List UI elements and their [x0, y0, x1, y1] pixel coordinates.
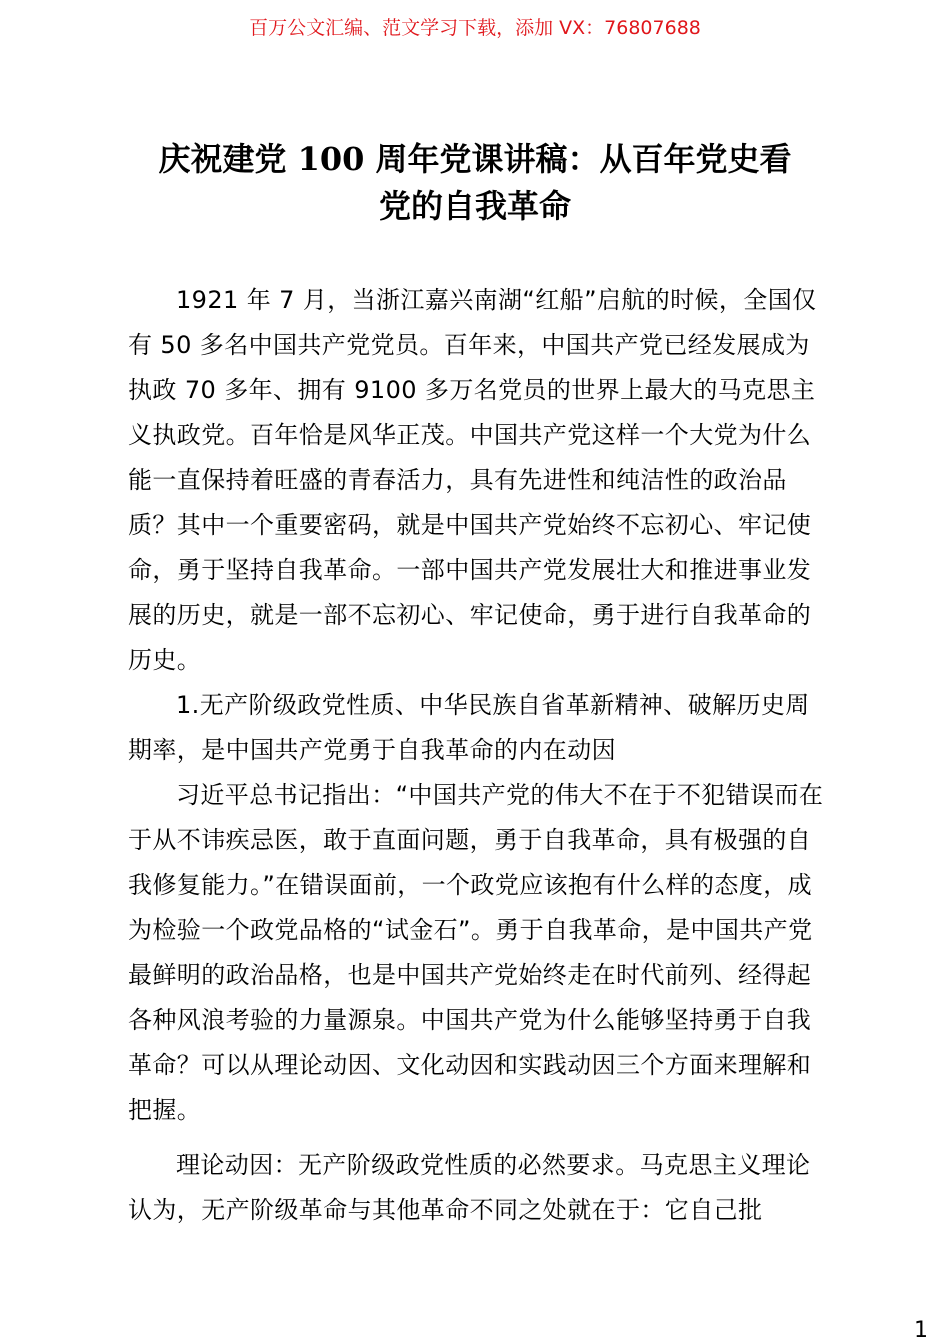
title-line-2: 党的自我革命: [378, 187, 571, 225]
document-body: [128, 278, 828, 1233]
document-title: [118, 136, 832, 230]
paragraph-theory: 理论动因：无产阶级政党性质的必然要求。马克思主义理论认为，无产阶级革命与其他革命不同之处就在于：它自己批: [128, 1151, 811, 1224]
paragraph-intro: 1921 年 7 月，当浙江嘉兴南湖“红船”启航的时候，全国仅有 50 多名中国共产党党员。百年来，中国共产党已经发展成为执政 70 多年、拥有 9100 多万名党员的世界上最大的马克思主义执政党。百年恰是风华正茂。中国共产党这样一个大党为什么能一直保持着旺盛的青春活力，具有先进性和纯洁性的政治品质？其中一个重要密码，就是中国共产党始终不忘初心、牢记使命，勇于坚持自我革命。一部中国共产党发展壮大和推进事业发展的历史，就是一部不忘初心、牢记使命，勇于进行自我革命的历史。: [128, 286, 817, 674]
section-heading-1: 1.无产阶级政党性质、中华民族自省革新精神、破解历史周期率，是中国共产党勇于自我革命的内在动因: [128, 691, 810, 764]
page-number: 1: [914, 1318, 928, 1343]
paragraph-quote: 习近平总书记指出：“中国共产党的伟大不在于不犯错误而在于从不讳疾忌医，敢于直面问题，勇于自我革命，具有极强的自我修复能力。”在错误面前，一个政党应该抱有什么样的态度，成为检验一个政党品格的“试金石”。勇于自我革命，是中国共产党最鲜明的政治品格，也是中国共产党始终走在时代前列、经得起各种风浪考验的力量源泉。中国共产党为什么能够坚持勇于自我革命？可以从理论动因、文化动因和实践动因三个方面来理解和把握。: [128, 781, 824, 1124]
title-line-1: 庆祝建党 100 周年党课讲稿：从百年党史看: [158, 140, 792, 178]
header-banner: 百万公文汇编、范文学习下载，添加 VX：76807688: [249, 17, 701, 39]
